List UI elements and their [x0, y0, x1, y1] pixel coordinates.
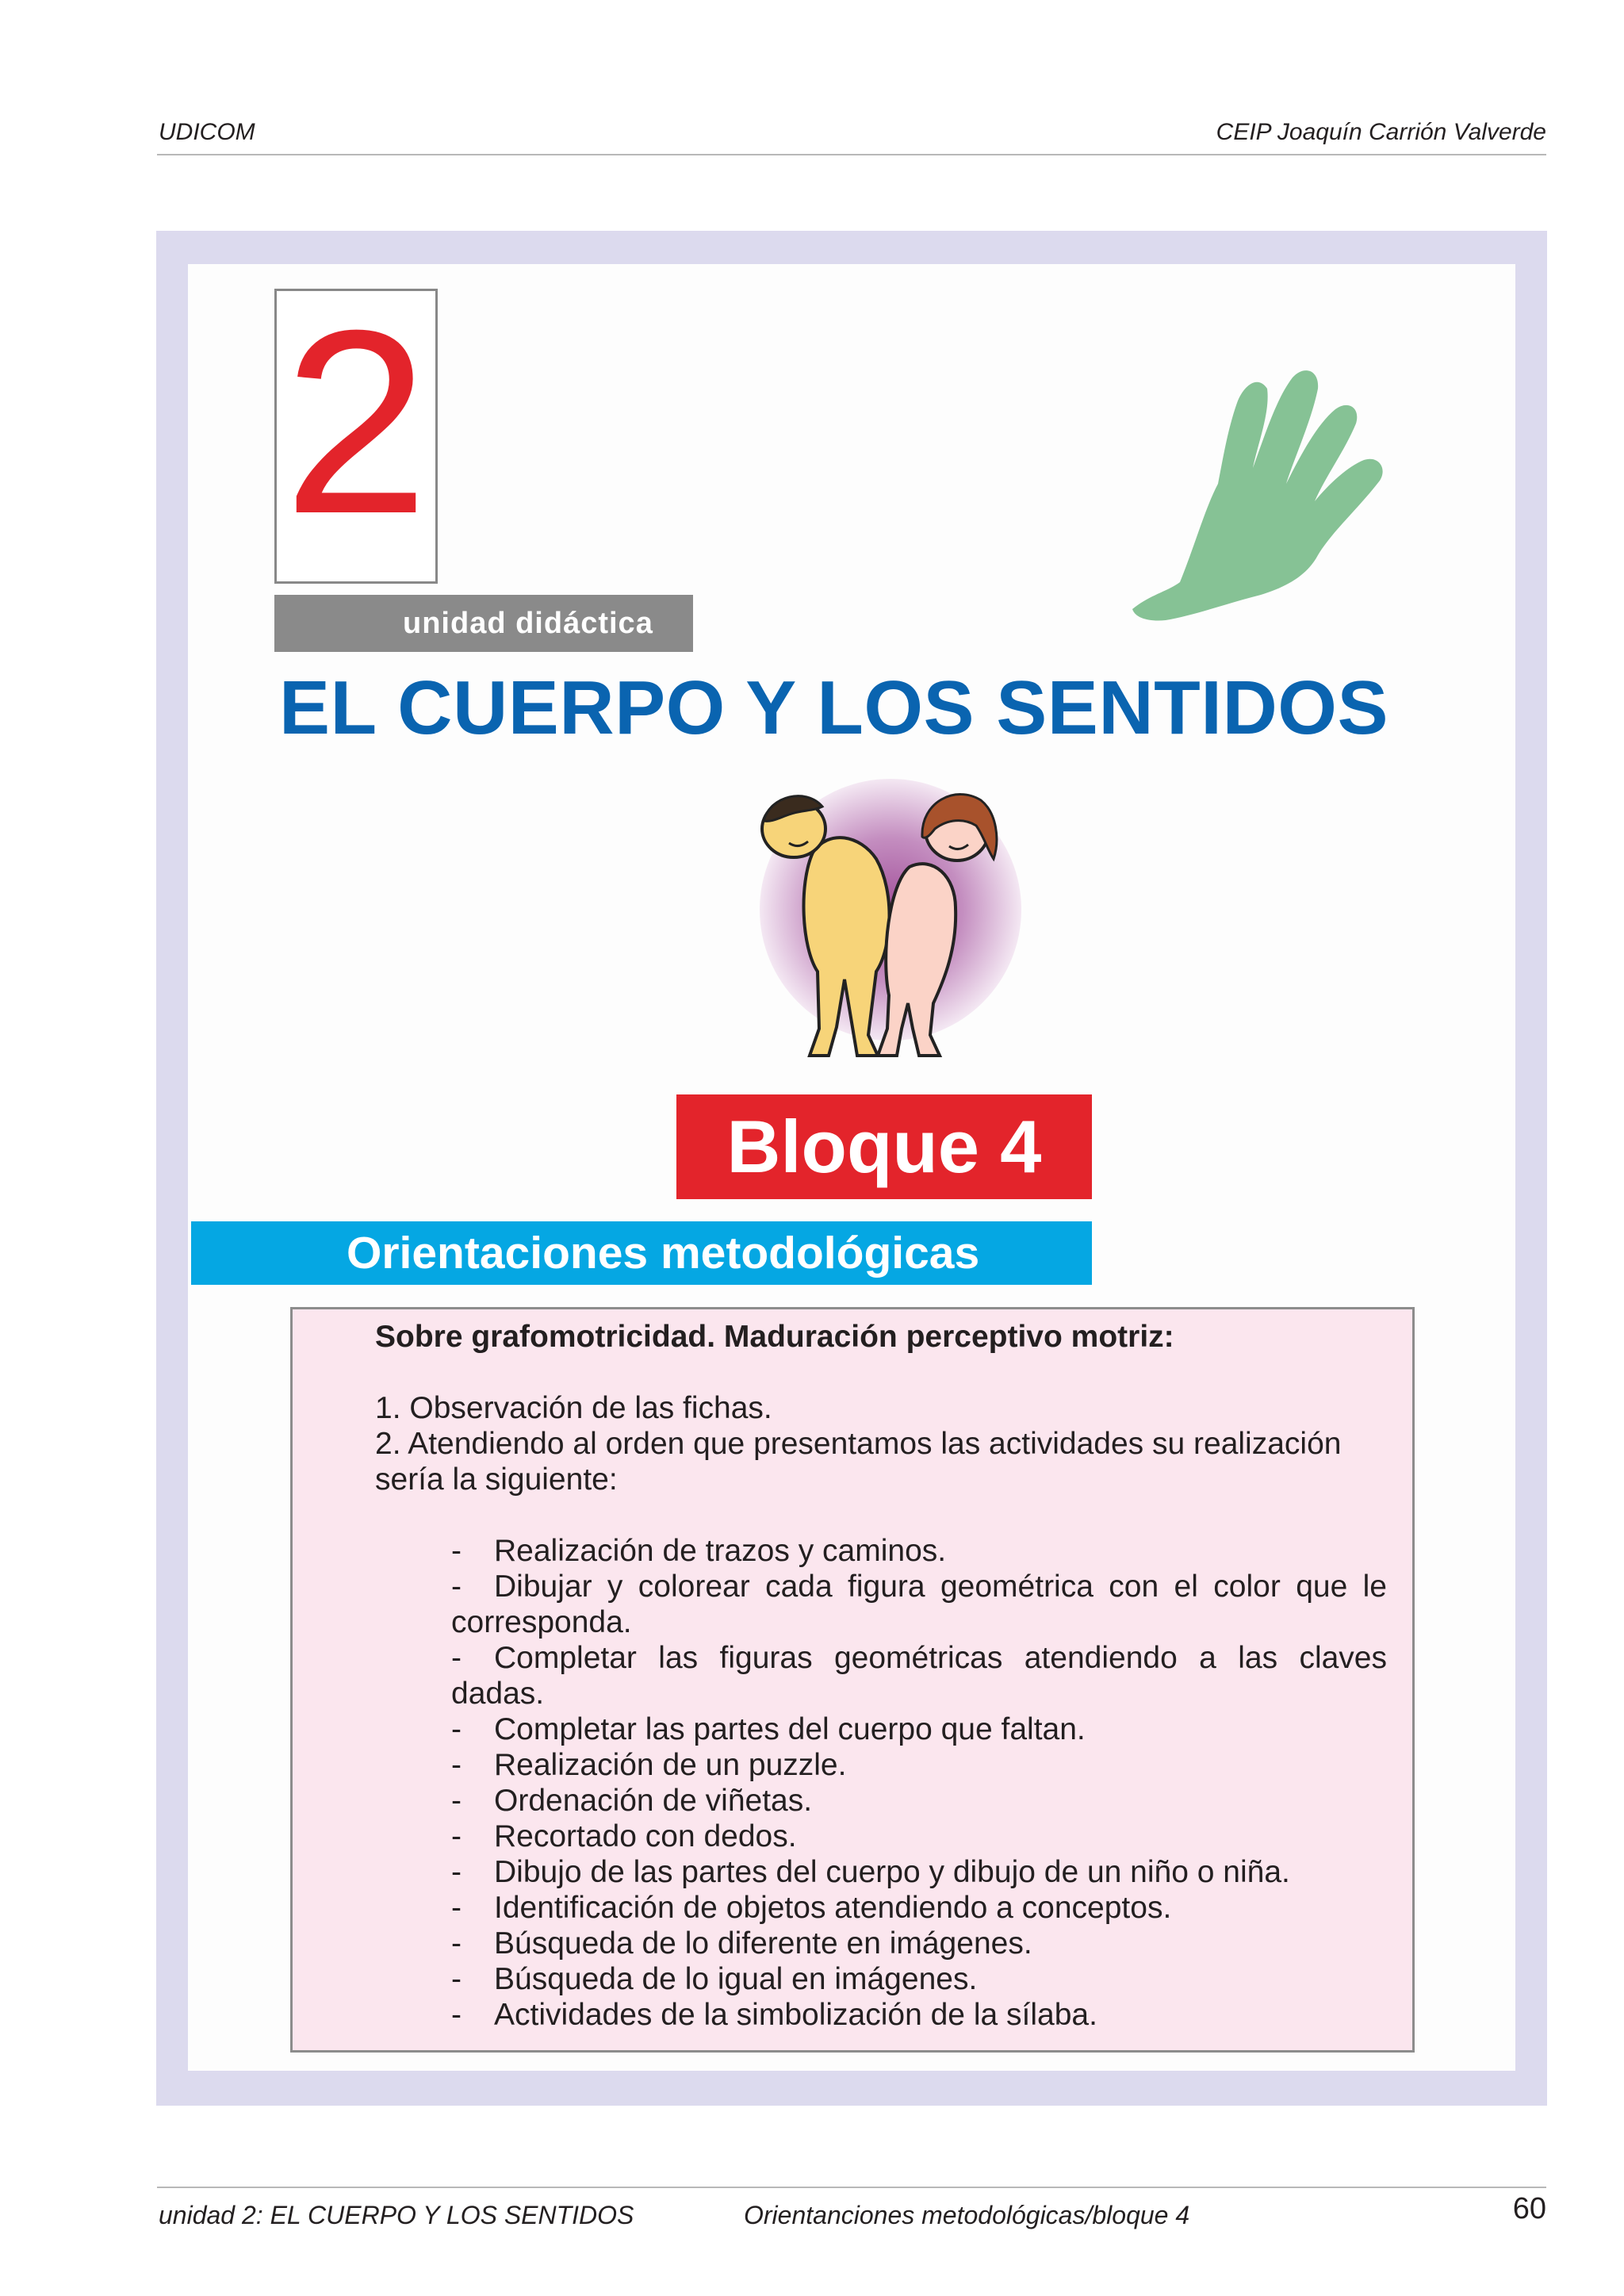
- list-item: [451, 1926, 1387, 1961]
- list-item: [451, 1533, 1387, 1569]
- list-marker: -: [451, 1962, 462, 1996]
- list-item: [451, 1783, 1387, 1819]
- step-1: 1. Observación de las fichas.: [375, 1391, 772, 1425]
- header-divider: [157, 154, 1546, 155]
- list-item-text: Completar las partes del cuerpo que faltan.: [494, 1712, 1086, 1746]
- list-marker: -: [451, 1926, 462, 1961]
- list-marker: -: [451, 1819, 462, 1853]
- unit-number: 2: [283, 275, 429, 568]
- list-item-text: Dibujar y colorear cada figura geométrica con el color que le corresponda.: [451, 1570, 1387, 1639]
- bloque-badge: Bloque 4: [676, 1094, 1092, 1199]
- content-inner: [375, 1319, 1387, 2033]
- step-2: 2. Atendiendo al orden que presentamos las actividades su realización sería la siguiente:: [375, 1427, 1342, 1497]
- unit-label-bar: [274, 595, 693, 652]
- footer-middle: Orientanciones metodológicas/bloque 4: [744, 2201, 1190, 2229]
- list-item-text: Dibujo de las partes del cuerpo y dibujo de un niño o niña.: [494, 1855, 1290, 1889]
- unit-number-box: [274, 275, 438, 584]
- list-item: [451, 1640, 1387, 1711]
- section-title: Orientaciones metodológicas: [347, 1228, 980, 1278]
- children-illustration: [726, 773, 1043, 1079]
- list-item: [451, 1961, 1387, 1997]
- list-marker: -: [451, 1784, 462, 1818]
- list-item-text: Recortado con dedos.: [494, 1819, 797, 1853]
- footer-divider: [157, 2187, 1546, 2188]
- children-icon: [726, 773, 1043, 1075]
- footer-left: unidad 2: EL CUERPO Y LOS SENTIDOS: [159, 2201, 634, 2229]
- header-left: UDICOM: [159, 119, 255, 145]
- list-item: [451, 1890, 1387, 1926]
- list-marker: -: [451, 1712, 462, 1746]
- list-marker: -: [451, 1641, 462, 1675]
- content-box: [290, 1307, 1415, 2053]
- list-item: [451, 1747, 1387, 1783]
- list-marker: -: [451, 1998, 462, 2032]
- list-item-text: Actividades de la simbolización de la sílaba.: [494, 1998, 1097, 2032]
- list-item-text: Ordenación de viñetas.: [494, 1784, 813, 1818]
- list-marker: -: [451, 1748, 462, 1782]
- activity-list: [375, 1533, 1387, 2033]
- list-item-text: Realización de trazos y caminos.: [494, 1534, 947, 1568]
- list-item: [451, 1711, 1387, 1747]
- list-item-text: Realización de un puzzle.: [494, 1748, 847, 1782]
- list-item: [451, 1854, 1387, 1890]
- hand-illustration: [1118, 357, 1419, 631]
- content-heading: Sobre grafomotricidad. Maduración perceptivo motriz:: [375, 1320, 1174, 1354]
- page-number: 60: [1512, 2192, 1546, 2225]
- header-right: CEIP Joaquín Carrión Valverde: [1216, 119, 1546, 145]
- hand-icon: [1118, 357, 1419, 627]
- list-item: [451, 1569, 1387, 1640]
- list-item-text: Identificación de objetos atendiendo a conceptos.: [494, 1891, 1172, 1925]
- list-item-text: Búsqueda de lo igual en imágenes.: [494, 1962, 978, 1996]
- list-item: [451, 1997, 1387, 2033]
- section-title-bar: [191, 1221, 1092, 1285]
- list-marker: -: [451, 1855, 462, 1889]
- unit-title: EL CUERPO Y LOS SENTIDOS: [279, 665, 1388, 750]
- list-item: [451, 1819, 1387, 1854]
- list-item-text: Completar las figuras geométricas atendiendo a las claves dadas.: [451, 1641, 1387, 1711]
- unit-label: unidad didáctica: [403, 607, 653, 640]
- list-marker: -: [451, 1570, 462, 1604]
- list-item-text: Búsqueda de lo diferente en imágenes.: [494, 1926, 1032, 1961]
- list-marker: -: [451, 1891, 462, 1925]
- list-marker: -: [451, 1534, 462, 1568]
